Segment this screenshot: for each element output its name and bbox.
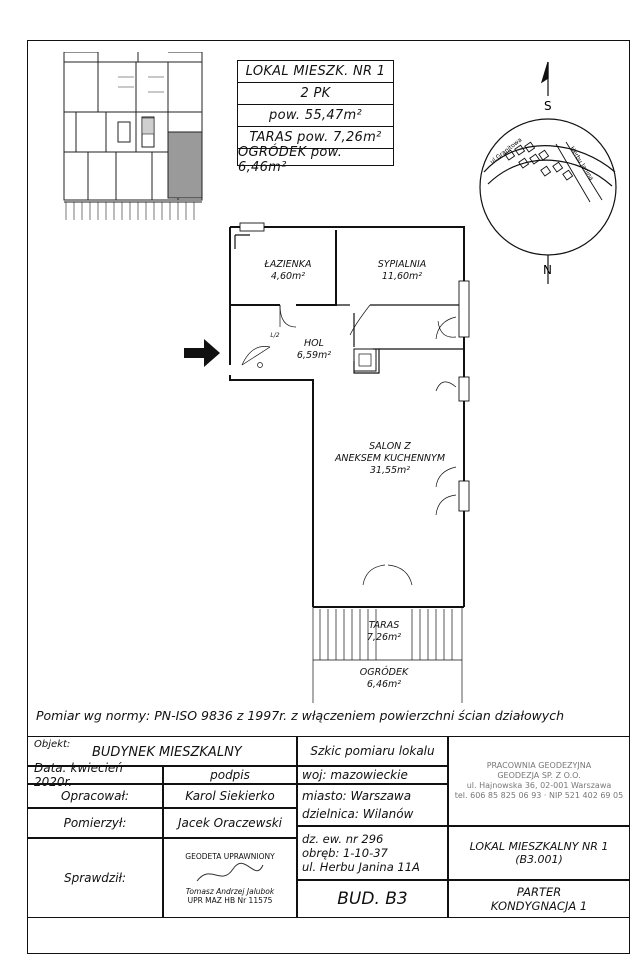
surveyor-title: GEODETA UPRAWNIONY [185,851,275,861]
orientation-map [470,52,630,292]
terrace-name: TARAS [368,620,400,631]
bedroom-area: 11,60m² [381,271,423,282]
plot-number: dz. ew. nr 296 [302,832,384,846]
street-label-herbu: Herbu Janina [568,145,595,182]
object-label: Objekt: [34,739,71,750]
floor-line-2: KONDYGNACJA 1 [490,899,588,913]
street-address: ul. Herbu Janina 11A [302,860,420,874]
unit-terrace-area: TARAS pow. 7,26m² [238,127,393,149]
stamp-line-1: PRACOWNIA GEODEZYJNA [486,761,592,770]
compass-north-label: N [543,263,552,277]
unit-line-2: (B3.001) [515,853,563,866]
door-mark: L/2 [270,332,280,339]
key-plan [58,52,208,222]
checked-label: Sprawdził: [27,838,163,918]
compass-south-label: S [544,99,552,113]
living-name-1: SALON Z [369,441,411,452]
living-area: 31,55m² [369,465,411,476]
living-room-label [330,441,450,477]
terrace-label [360,620,408,644]
city: miasto: Warszawa [302,789,412,803]
unit-id-cell [448,826,630,880]
signature-header: podpis [163,766,297,784]
object-value: BUDYNEK MIESZKALNY [92,745,242,760]
surveyor-name: Tomasz Andrzej Jalubok [185,886,275,896]
bedroom-name: SYPIALNIA [377,259,427,270]
unit-rooms: 2 PK [238,83,393,105]
floor-cell [448,880,630,918]
hall-name: HOL [304,338,324,349]
signature-scribble [195,861,265,887]
surveyor-license: UPR MAZ HB Nr 11575 [187,895,273,905]
living-name-2: ANEKSEM KUCHENNYM [334,453,446,464]
sketch-title: Szkic pomiaru lokalu [297,736,448,766]
garden-label [356,667,412,691]
stamp-line-4: tel. 606 85 825 06 93 · NIP 521 402 69 05 [454,791,624,800]
building-code: BUD. B3 [297,880,448,918]
date-cell: Data: kwiecień 2020r. [27,766,163,784]
unit-title: LOKAL MIESZK. NR 1 [238,61,393,83]
voivodeship: woj: mazowieckie [297,766,448,784]
street-label-granitowa: ul.Granitowa [488,136,524,166]
hall-label [294,338,334,362]
unit-info-box [237,60,394,175]
measurement-norm-note: Pomiar wg normy: PN-ISO 9836 z 1997r. z włączeniem powierzchni ścian działowych [36,708,565,723]
bathroom-name: ŁAZIENKA [264,259,312,270]
precinct: obręb: 1-10-37 [302,846,388,860]
hall-area: 6,59m² [296,350,332,361]
cadastral-cell [297,826,448,880]
measured-by: Jacek Oraczewski [163,808,297,838]
prepared-by: Karol Siekierko [163,784,297,808]
company-stamp [448,736,630,826]
surveyor-stamp [163,838,297,918]
garden-name: OGRÓDEK [359,667,409,678]
bathroom-label [260,259,316,283]
terrace-area: 7,26m² [366,632,402,643]
bathroom-area: 4,60m² [270,271,306,282]
prepared-label: Opracował: [27,784,163,808]
measured-label: Pomierzył: [27,808,163,838]
entrance-arrow-icon [184,339,220,367]
floor-line-1: PARTER [516,885,562,899]
unit-area: pow. 55,47m² [238,105,393,127]
garden-area: 6,46m² [366,679,402,690]
district: dzielnica: Wilanów [302,807,414,821]
title-block [27,736,630,918]
unit-garden-area: OGRÓDEK pow. 6,46m² [238,144,343,175]
unit-line-1: LOKAL MIESZKALNY NR 1 [469,840,609,853]
bedroom-label [370,259,434,283]
stamp-line-3: ul. Hajnowska 36, 02-001 Warszawa [466,781,612,790]
stamp-line-2: GEODEZJA SP. Z O.O. [497,771,581,780]
location-cell [297,784,448,826]
